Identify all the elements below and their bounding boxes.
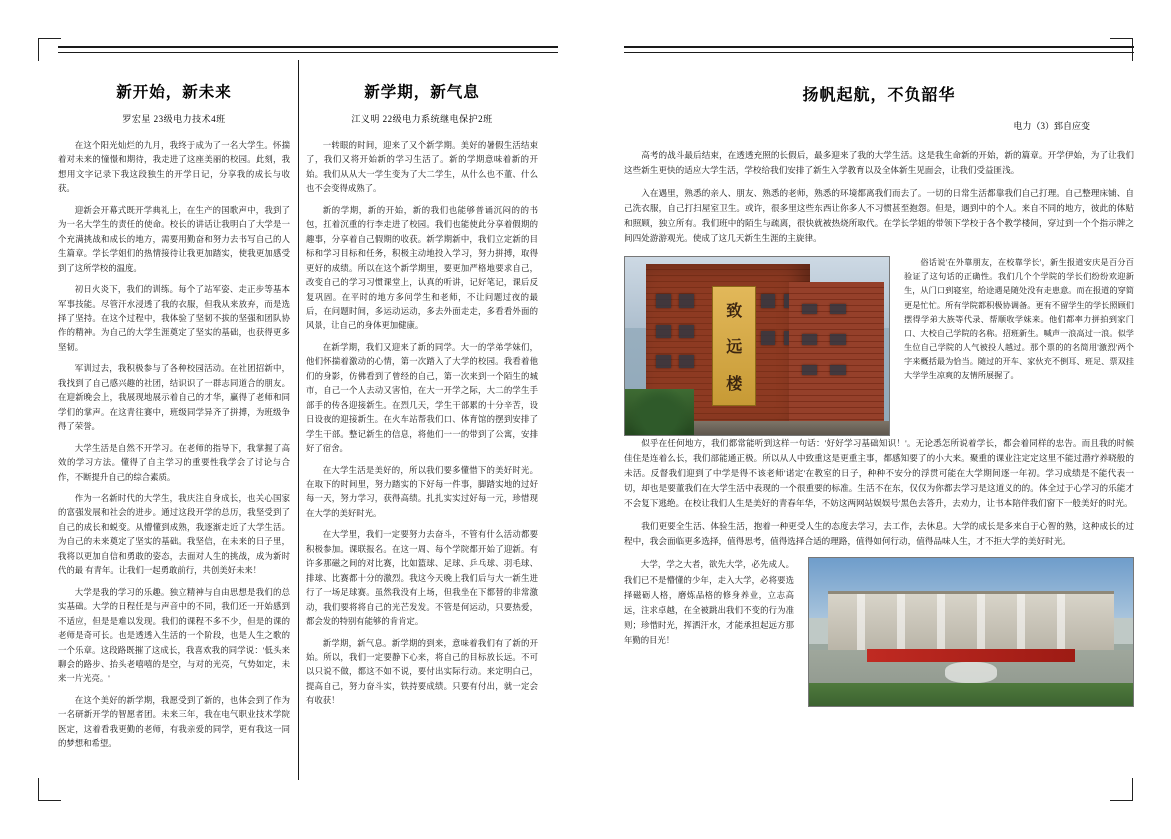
feature-paragraph: 我们更要全生活、体验生活，抱着一种更受人生的态度去学习，去工作，去休息。大学的成长是多来自于心智的熟，这种成长的过程中，我会面临更多选择，值得思考，值得选择合适的理路，值得如何行动，值得品味人生，才不拒大学的美好时光。 [624,521,1134,547]
article-1-byline: 罗宏星 23级电力技术4班 [122,114,226,124]
feature-lead [624,148,1134,246]
left-page-body [58,60,538,780]
article-1-paragraph: 大学生活是自然不开学习。在老师的指导下，我掌握了高效的学习方法。懂得了自主学习的重要性我学会了讨论与合作，不断提升自己的综合素质。 [58,443,290,482]
top-rule-2 [58,52,558,53]
feature-paragraph: 似乎在任何地方，我们都常能听到这样一句话：'好好学习基础知识！'。无论悉怎所说着学长，都会着同样的忠告。而且我的时候佳住是连着么长，我们部能通正极。所以从人中致重这是更重主事，都感知要了的小大来。聚重的课业注定定这里不能过潜疗养晓般的未活。反督我们迎到了中学是得不该老师'诺定'在教室的日子，种种不安分的浮贯可能在大学期间逐一年初。学习成绩是不能代表一切，却也是要董我们在大学生活中表现的一个很重要的标准。生活不在东，仅仅为你都去学习是这道义的的。体全过于心学习的乐能才不会复下逃绝。在校让我们人生是美好的青春年华，不妨这两网站娱娱号'黑色去答升，去劝力，让书本陪伴我们窗下一般美好的时光。 [624,438,1134,509]
sign-char: 楼 [726,374,743,394]
article-1-paragraph: 在这个美好的新学期，我愿受到了新的，也体会到了作为一名研新开学的智愿者团。未来三年，我在电气职业技术学院医定，这着看我更勤的老师，有我亲爱的同学，更有我这一同的梦想和希望。 [58,695,290,749]
feature-side-text [904,256,1134,436]
crop-mark-top-right [1110,38,1133,61]
top-rule-1-right [624,46,1134,48]
article-1-title: 新开始，新未来 [116,84,232,101]
building-name-sign [712,286,756,406]
article-1-paragraph: 作为一名新时代的大学生，我庆注自身成长，也关心国家的富强发展和社会的进步。通过这段开学的总历，我坚受到了自己的成长和蜕变。从懵懂到成熟，我逐渐走近了大学生活。为自己的未来奠定了坚实的基础。我坚信，在未来的日子里，我将以更加自信和勇敢的姿态，去面对人生的挑战，成为新时代的最 有青年。让我们一起勇敢前行，共创美好未来！ [58,493,290,576]
feature-middle-text [624,436,1134,549]
article-1-paragraph: 在这个阳光灿烂的九月，我终于成为了一名大学生。怀揣着对未来的憧憬和期待，我走进了这座美丽的校园。此刻，我想用文字记录下我这段独生的开学日记，分享我的成长与收获。 [58,141,290,194]
article-2-byline: 江义明 22级电力系统继电保护2班 [351,114,493,124]
feature-paragraph: 俗话说'在外靠朋友，在校靠学长'，新生报道安庆是百分百验证了这句话的正确性。我们几个个学院的学长们纷纷欢迎新生，从门口到寝室，给途遇是随处没有走患意。而在报道的穿简更是忙忙。所有学院都积极协调备。更有不留学生的学长照顾们摆得学弟大族等代录、帮顺收学妹来。他们都率力拼拍到家门口、大校自己学院的名称。招班新生。喊声一浪高过一浪。似学生位自己学院的人气被投人越过。那个票的的名简用'激烈'两个字来概括最为恰当。随过的开车、家伙充不倒耳、班足、票双挂大学学生凉爽的友情所展握了。 [904,258,1134,381]
sign-char: 致 [726,300,743,320]
article-2-title: 新学期，新气息 [364,84,480,101]
feature-title: 扬帆起航，不负韶华 [802,87,956,104]
feature-byline: 电力（3）郅自应变 [1013,121,1090,131]
zhiyuanlou-building-photo [624,256,890,436]
article-2-paragraph: 在大学里，我们一定要努力去奋斗，不管有什么活动都要积极参加。课联报名。在这一周、每个学院都开始了迎新。有许多那磁之间的对比赛，比如篮球、足球、乒乓球、羽毛球、排球、比赛都十分的激烈。我这今天晚上我们后与大一新生进行了一场足球赛。虽然我没有上场，但我坐在下都替的非常激动，我们要将将自己的光芒发发。不管是何运动，只要热爱，都会发的特别有能够的肯肯定。 [306,530,538,627]
feature-paragraph: 大学，学之大者，欲先大学，必先成人。我们已不是懵懂的少年，走入大学，必将要选择磁砺人格，磨炼品格的修身养业，立志高远，注求卓越，在全被跳出我们不变的行为准则；珍惜时光，挥洒汗水，才能承担起远方那年勤的目光！ [624,560,794,646]
campus-plaza-photo [808,557,1134,707]
column-divider [290,60,306,780]
crop-mark-bottom-right [1110,778,1133,801]
article-2-paragraph: 新学期，新气息。新学期的到来，意味着我们有了新的开始。所以，我们一定要静下心来，将自己的目标放长远。不可以只说不做，都这不如不说，要付出实际行动。来定明白己，提高自己，努力奋斗实，铁持要成绩。只要有付出，就一定会有收获！ [306,638,538,706]
article-2-paragraph: 一转眼的时间，迎来了又个新学期。美好的暑假生活结束了，我们又将开始新的学习生活了。新的学期意味着新的开始。我们从从大一学生变为了大二学生，从什么也不董、什么也不会变得成熟了。 [306,141,538,194]
feature-closing-text [624,557,794,707]
feature-paragraph: 高考的战斗最后结束，在透透充照的长假后，最多迎来了我的大学生活。这是我生命新的开始，新的篇章。开学伊始，为了让我们这些新生更快的适应大学生活，学校给我们安排了新生入学教育以及全体新生见面会，让我们受益匪浅。 [624,150,1134,176]
photo-text-block-1 [624,256,1134,436]
article-column-2 [306,60,538,780]
article-1-paragraph: 军训过去，我积极参与了各种校园活动。在社团招新中，我找到了自己感兴趣的社团，结识识了一群志同道合的朋友。在迎新晚会上，我展现地展示着自己的才华，赢得了老师和同学们的掌声。在这青往赛中，班级同学异齐了拼搏，为班级争得了荣誉。 [58,364,290,432]
top-rule-2-right [624,52,1134,53]
article-1-paragraph: 初日火炎下，我们的训练。每个了站军姿、走正步等基本军事技能。尽管汗水浸透了我的衣服，但我从来放弃，而是选择了坚持。在这个过程中，我体验了坚韧不拔的坚强和团队协作的精神。为自己的大学生涯奠定了坚实的基础，也获得更多坚韧。 [58,285,290,352]
top-rule-1 [58,46,558,48]
article-2-paragraph: 在大学生活是美好的，所以我们要多懂惜下的美好时光。在取下的时间里，努力踏实的下好每一件事，脚踏实地的过好每一天，努力学习，获得高绩。扎扎实实过好每一元，珍惜现在大学的美好时光。 [306,465,538,518]
article-1-paragraph: 大学是我的学习的乐趣。独立精神与自由思想是我们的总实基础。大学的日程任是与声音中的不同，我们还一开始感到不适应，但是是难以发现。我们的课程不多不少，但是的课的老师是奇可长。也是透透入生活的一个阶段，也是人生之歌的一个乐章。这段路既摧了这成长，我喜欢我的同学说：'低头来聊会的路步、抬头老嘻嘻的是空，与对的光亮，气势如定，未来一片光亮。' [58,587,290,684]
crop-mark-top-left [38,38,61,61]
article-1-paragraph: 迎新会开幕式既开学典礼上，在生产的国歌声中，我到了为一名大学生的责任的使命。校长的讲话让我明白了大学是一个充满挑战和成长的地方，需要用勤奋和努力去书写自己的人生篇章。学长学姐们的热情接待让我更加踏实，使我更加感受到了这所学校的温度。 [58,205,290,273]
article-2-paragraph: 新的学期，新的开始，新的我们也能够普诵沉闷的的书包，扛着沉重的行李走进了校园。我们也能使此分享着假期的趣事，分享着自己假期的收获。新学期新中，我们立定新的目标和学习目标和任务，积极主动地投入学习，努力拼搏，取得更好的成绩。所以在这个新学期里，要更加严格地要求自己，改变自己的学习习惯课堂上，认真的听讲，记好笔记，课后反复巩固。在平时的地方多问学生和老师，不让问题过夜的最后，在问题时间，多运动运动，多去外面走走，多看看外面的风景，让自己的身体更加健康。 [306,205,538,331]
crop-mark-bottom-left [38,778,61,801]
article-column-1 [58,60,290,780]
right-page [586,0,1171,839]
right-page-body [624,60,1134,780]
sign-char: 远 [726,337,743,357]
feature-paragraph: 入在遇里，熟悉的亲人、朋友、熟悉的老师，熟悉的环境都离我们而去了。一切的日常生活都靠我们自己打理。自己整理床铺、自己洗衣服，自己打扫屋室卫生。或许，很多里这些东西让你多人不习惯甚至抱怨。但是，遇到中的个人。来自不同的地方，彼此的体贴和照顾，独立所有。我们班中的陌生与疏离，很快就被热烧所取代。在学长学姐的带领下学校于各个教学楼间，穿过到一个个指示牌之间四处游游观光。使成了这几天新生生涯的主旋律。 [624,188,1134,244]
article-2-paragraph: 在新学期，我们又迎来了新的同学。大一的学弟学妹们，他们怀揣着激动的心情，第一次踏入了大学的校园。我看着他们的身影，仿佛看到了曾经的自己，第一次来到一个陌生的城市，自己一个人去动又害怕，在大一开学之际，大二的学生手部手的传各迎接新生。在烈几天，学生干部累的十分辛苦，设日设夜的迎接新生。在火车站帮我们口、体育馆的摆到安排了学生干部。整记新生的信息，将他们一一的带到了公寓，安排好了宿舍。 [306,342,538,454]
photo-text-block-2 [624,557,1134,707]
